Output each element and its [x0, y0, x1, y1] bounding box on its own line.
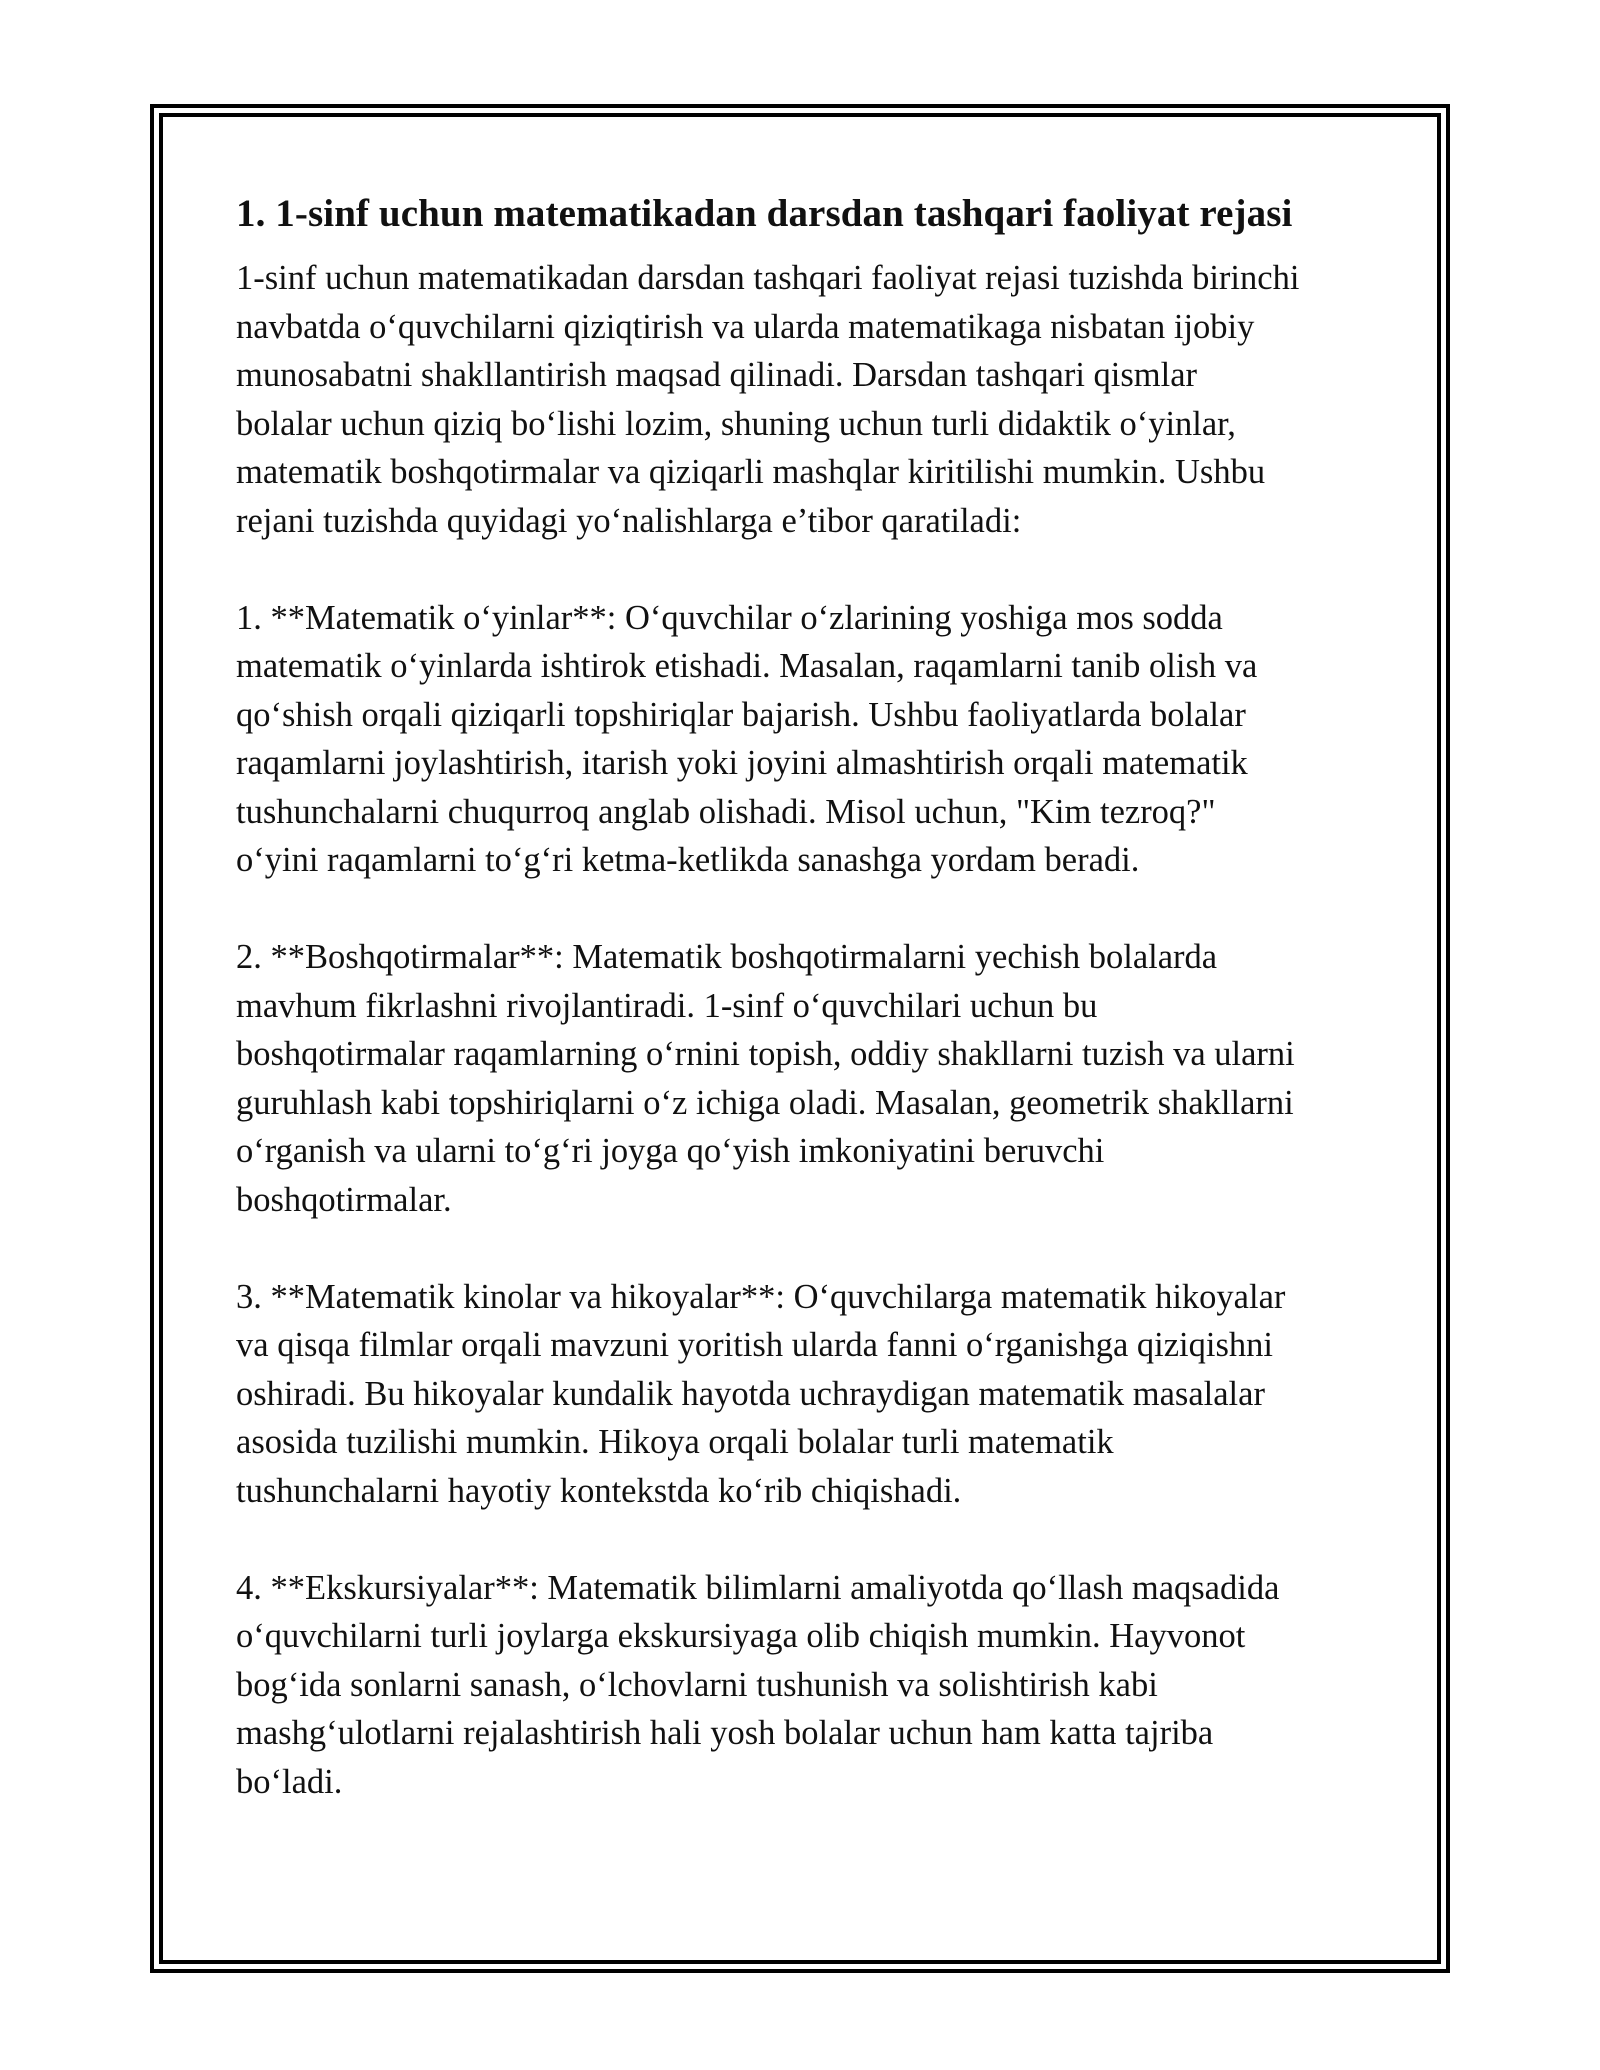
text-line: boshqotirmalar.	[236, 1180, 452, 1219]
text-line: va qisqa filmlar orqali mavzuni yoritish ularda fanni o‘rganishga qiziqishni	[236, 1326, 1273, 1364]
text-line: tushunchalarni hayotiy kontekstda ko‘rib chiqishadi.	[236, 1471, 962, 1510]
text-line: 4. **Ekskursiyalar**: Matematik bilimlarni amaliyotda qo‘llash maqsadida	[236, 1568, 1280, 1607]
text-line: 1. **Matematik o‘yinlar**: O‘quvchilar o‘zlarining yoshiga mos sodda	[236, 598, 1223, 637]
text-line: bog‘ida sonlarni sanash, o‘lchovlarni tushunish va solishtirish kabi	[236, 1665, 1158, 1704]
text-line: qo‘shish orqali qiziqarli topshiriqlar bajarish. Ushbu faoliyatlarda bolalar	[236, 695, 1246, 734]
text-line: guruhlash kabi topshiriqlarni o‘z ichiga oladi. Masalan, geometrik shakllarni	[236, 1083, 1294, 1122]
paragraph-item-1	[236, 594, 1386, 885]
text-line: 2. **Boshqotirmalar**: Matematik boshqotirmalarni yechish bolalarda	[236, 938, 1218, 976]
text-line: o‘quvchilarni turli joylarga ekskursiyaga olib chiqish mumkin. Hayvonot	[236, 1617, 1246, 1655]
text-line: raqamlarni joylashtirish, itarish yoki joyini almashtirish orqali matematik	[236, 744, 1248, 782]
text-line: asosida tuzilishi mumkin. Hikoya orqali bolalar turli matematik	[236, 1423, 1114, 1461]
text-line: boshqotirmalar raqamlarning o‘rnini topish, oddiy shakllarni tuzish va ularni	[236, 1035, 1295, 1073]
text-line: bo‘ladi.	[236, 1762, 343, 1801]
text-line: oshiradi. Bu hikoyalar kundalik hayotda uchraydigan matematik masalalar	[236, 1374, 1265, 1413]
text-line: rejani tuzishda quyidagi yo‘nalishlarga e’tibor qaratiladi:	[236, 501, 1022, 540]
text-line: mavhum fikrlashni rivojlantiradi. 1-sinf o‘quvchilari uchun bu	[236, 986, 1098, 1025]
section-heading: 1. 1-sinf uchun matematikadan darsdan tashqari faoliyat rejasi	[236, 192, 1293, 235]
text-line: bolalar uchun qiziq bo‘lishi lozim, shuning uchun turli didaktik o‘yinlar,	[236, 404, 1236, 443]
document-body	[236, 186, 1386, 1855]
text-line: matematik o‘yinlarda ishtirok etishadi. Masalan, raqamlarni tanib olish va	[236, 647, 1258, 685]
paragraph-item-4	[236, 1564, 1386, 1807]
paragraph-item-2	[236, 933, 1386, 1224]
text-line: tushunchalarni chuqurroq anglab olishadi. Misol uchun, "Kim tezroq?"	[236, 792, 1216, 831]
text-line: mashg‘ulotlarni rejalashtirish hali yosh bolalar uchun ham katta tajriba	[236, 1714, 1214, 1752]
text-line: navbatda o‘quvchilarni qiziqtirish va ularda matematikaga nisbatan ijobiy	[236, 307, 1255, 346]
text-line: matematik boshqotirmalar va qiziqarli mashqlar kiritilishi mumkin. Ushbu	[236, 453, 1266, 491]
text-line: munosabatni shakllantirish maqsad qilinadi. Darsdan tashqari qismlar	[236, 356, 1198, 394]
paragraph-intro	[236, 254, 1386, 545]
paragraph-item-3	[236, 1273, 1386, 1516]
text-line: 1-sinf uchun matematikadan darsdan tashqari faoliyat rejasi tuzishda birinchi	[236, 259, 1300, 297]
text-line: o‘rganish va ularni to‘g‘ri joyga qo‘yish imkoniyatini beruvchi	[236, 1132, 1105, 1170]
text-line: o‘yini raqamlarni to‘g‘ri ketma-ketlikda sanashga yordam beradi.	[236, 841, 1140, 879]
text-line: 3. **Matematik kinolar va hikoyalar**: O‘quvchilarga matematik hikoyalar	[236, 1277, 1286, 1316]
